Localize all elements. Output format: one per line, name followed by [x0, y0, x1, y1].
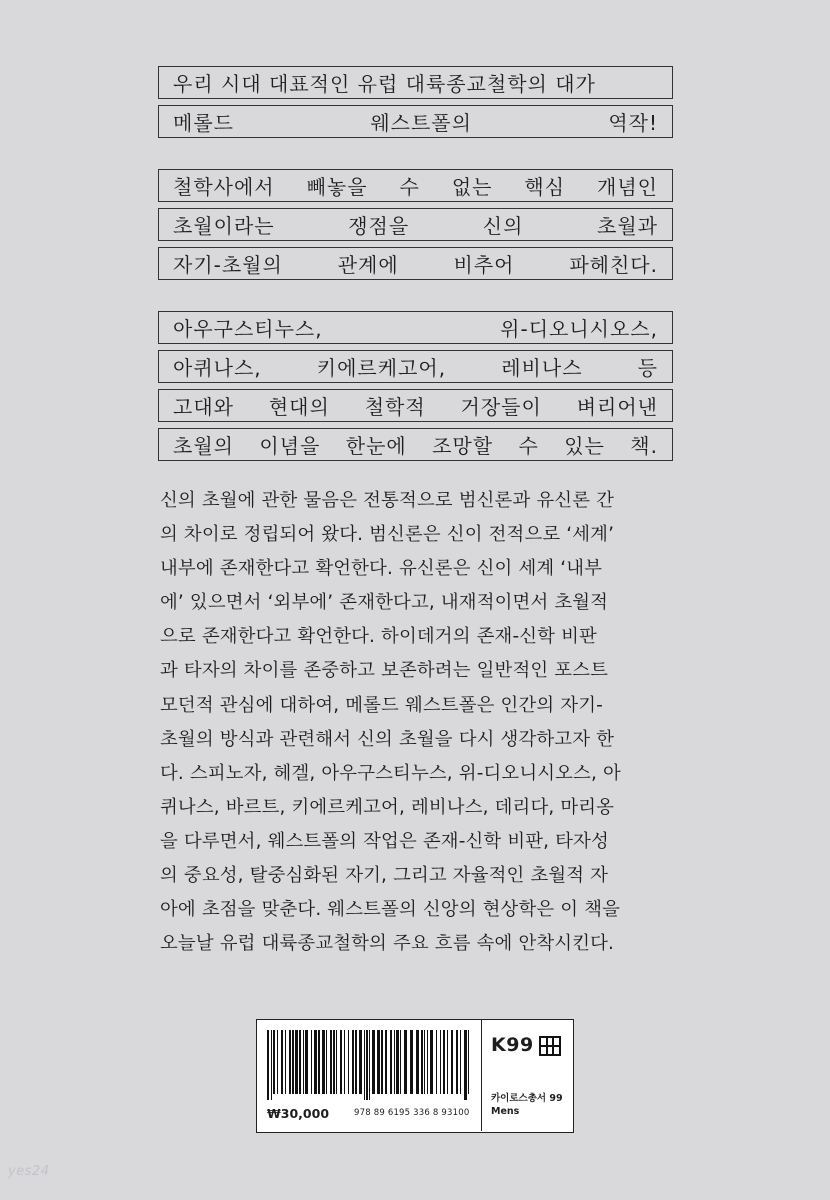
blurb-line — [158, 428, 673, 461]
barcode-bar — [271, 1030, 272, 1100]
barcode-bar — [385, 1030, 387, 1094]
blurb-word: 있는 — [564, 434, 605, 458]
barcode-bar — [468, 1030, 469, 1094]
body-line: 아에 초점을 맞춘다. 웨스트폴의 신앙의 현상학은 이 책을 — [160, 899, 621, 921]
barcode-bar — [359, 1030, 362, 1094]
barcode-bar — [364, 1030, 365, 1100]
barcode-bar — [440, 1030, 441, 1094]
blurb-group-3 — [158, 311, 673, 467]
barcode-bar — [333, 1030, 335, 1094]
barcode-bar — [377, 1030, 380, 1094]
barcode-bar — [330, 1030, 332, 1094]
blurb-line — [158, 389, 673, 422]
barcode-bar — [336, 1030, 337, 1094]
blurb-word: 초월과 — [597, 214, 658, 238]
blurb-line — [158, 66, 673, 99]
blurb-word: 아퀴나스, — [173, 356, 262, 380]
barcode-bar — [305, 1030, 308, 1094]
body-line: 퀴나스, 바르트, 키에르케고어, 레비나스, 데리다, 마리옹 — [160, 796, 615, 818]
barcode-bar — [416, 1030, 419, 1094]
barcode-bar — [447, 1030, 448, 1094]
barcode-bar — [443, 1030, 445, 1094]
barcode-bar — [292, 1030, 294, 1094]
body-line: 을 다루면서, 웨스트폴의 작업은 존재-신학 비판, 타자성 — [160, 830, 609, 852]
blurb-word: 이념을 — [259, 434, 321, 458]
blurb-word: 빼놓을 — [306, 175, 368, 199]
barcode-bar — [396, 1030, 399, 1094]
barcode-bar — [369, 1030, 370, 1100]
blurb-line — [158, 311, 673, 344]
barcode-bar — [456, 1030, 458, 1094]
blurb-line — [158, 105, 673, 138]
blurb-line — [158, 208, 673, 241]
price-label: ₩30,000 — [267, 1106, 330, 1121]
blurb-word: 개념인 — [597, 175, 658, 199]
blurb-word: 없는 — [451, 175, 493, 199]
blurb-word: 레비나스 — [501, 356, 583, 380]
blurb-word: 자기-초월의 — [173, 253, 283, 277]
blurb-word: 핵심 — [524, 175, 566, 199]
barcode-bar — [372, 1030, 375, 1094]
barcode-bar — [355, 1030, 357, 1094]
barcode-bar — [352, 1030, 354, 1094]
barcode-bar — [394, 1030, 395, 1094]
barcode-bar — [400, 1030, 401, 1094]
barcode-bar — [340, 1030, 342, 1094]
blurb-word: 벼리어낸 — [576, 395, 658, 419]
blurb-word: 조망할 — [432, 434, 494, 458]
barcode-bar — [318, 1030, 320, 1094]
barcode-bar — [289, 1030, 291, 1094]
blurb-word: 파헤친다. — [569, 253, 658, 277]
blurb-word: 메롤드 — [173, 111, 234, 135]
series-info — [491, 1092, 563, 1118]
blurb-word: 등 — [637, 356, 658, 380]
barcode-bar — [410, 1030, 413, 1094]
blurb-word: 아우구스티누스, — [173, 317, 323, 341]
barcode-bar — [299, 1030, 301, 1094]
isbn-label: 978 89 6195 336 8 93100 — [354, 1108, 470, 1118]
barcode-bar — [277, 1030, 278, 1094]
barcode-bar — [427, 1030, 428, 1094]
barcode-panel — [257, 1020, 482, 1131]
blurb-word: 수 — [518, 434, 539, 458]
body-line: 신의 초월에 관한 물음은 전통적으로 범신론과 유신론 간 — [160, 490, 615, 511]
body-line: 의 차이로 정립되어 왔다. 범신론은 신이 전적으로 ‘세계’ — [160, 524, 615, 546]
blurb-word: 역작! — [608, 111, 658, 135]
blurb-word: 철학사에서 — [173, 175, 275, 199]
barcode-box — [256, 1019, 574, 1133]
blurb-line — [158, 350, 673, 383]
blurb-word: 비추어 — [453, 253, 515, 277]
barcode-bar — [314, 1030, 317, 1094]
barcode-bar — [311, 1030, 312, 1094]
barcode-bars — [267, 1030, 471, 1100]
body-line: 으로 존재한다고 확언한다. 하이데거의 존재-신학 비판 — [160, 626, 597, 648]
barcode-bar — [322, 1030, 325, 1094]
blurb-word: 웨스트폴의 — [370, 111, 472, 135]
barcode-bar — [303, 1030, 304, 1094]
series-sub: Mens — [491, 1106, 520, 1117]
series-code: K99 — [491, 1034, 534, 1056]
blurb-word: 수 — [399, 175, 420, 199]
blurb-word: 초월의 — [173, 434, 234, 458]
body-paragraph — [160, 484, 675, 961]
series-name: 카이로스총서 99 — [491, 1093, 563, 1104]
body-line: 모던적 관심에 대하여, 메롤드 웨스트폴은 인간의 자기- — [160, 694, 603, 716]
barcode-bar — [460, 1030, 461, 1094]
barcode-bar — [285, 1030, 286, 1094]
barcode-bar — [404, 1030, 407, 1094]
blurb-word: 키에르케고어, — [316, 356, 447, 380]
barcode-bar — [451, 1030, 453, 1094]
blurb-word: 현대의 — [268, 395, 330, 419]
barcode-bar — [344, 1030, 345, 1094]
blurb-word: 우리 시대 대표적인 유럽 대륙종교철학의 대가 — [173, 72, 596, 96]
barcode-bar — [348, 1030, 349, 1094]
barcode-bar — [295, 1030, 298, 1094]
blurb-group-1 — [158, 66, 673, 144]
blurb-word: 위-디오니시오스, — [500, 317, 658, 341]
barcode-bar — [424, 1030, 425, 1094]
blurb-word: 철학적 — [364, 395, 426, 419]
blurb-word: 초월이라는 — [173, 214, 275, 238]
barcode-bar — [326, 1030, 327, 1094]
blurb-line — [158, 247, 673, 280]
blurb-word: 관계에 — [337, 253, 399, 277]
blurb-word: 쟁점을 — [348, 214, 410, 238]
body-line: 다. 스피노자, 헤겔, 아우구스티누스, 위-디오니시오스, 아 — [160, 762, 621, 784]
publisher-mark-icon — [539, 1036, 561, 1056]
blurb-group-2 — [158, 169, 673, 286]
body-line: 의 중요성, 탈중심화된 자기, 그리고 자율적인 초월적 자 — [160, 865, 609, 887]
barcode-bar — [366, 1030, 368, 1100]
barcode-bar — [281, 1030, 283, 1094]
watermark: yes24 — [8, 1164, 50, 1179]
barcode-bar — [381, 1030, 383, 1094]
series-panel — [481, 1020, 573, 1131]
barcode-bar — [267, 1030, 269, 1100]
barcode-bar — [273, 1030, 275, 1094]
body-line: 에’ 있으면서 ‘외부에’ 존재한다고, 내재적이면서 초월적 — [160, 592, 609, 614]
blurb-word: 신의 — [482, 214, 524, 238]
body-line: 초월의 방식과 관련해서 신의 초월을 다시 생각하고자 한 — [160, 728, 615, 750]
blurb-word: 거장들이 — [460, 395, 542, 419]
barcode-bar — [390, 1030, 392, 1094]
body-line: 과 타자의 차이를 존중하고 보존하려는 일반적인 포스트 — [160, 660, 609, 682]
body-line: 오늘날 유럽 대륙종교철학의 주요 흐름 속에 안착시킨다. — [160, 933, 615, 955]
blurb-word: 한눈에 — [345, 434, 407, 458]
barcode-bar — [436, 1030, 437, 1094]
blurb-word: 고대와 — [173, 395, 234, 419]
body-line: 내부에 존재한다고 확언한다. 유신론은 신이 세계 ‘내부 — [160, 558, 603, 580]
blurb-word: 책. — [630, 434, 658, 458]
barcode-bar — [421, 1030, 423, 1094]
barcode-bar — [464, 1030, 467, 1100]
barcode-bar — [430, 1030, 433, 1094]
blurb-line — [158, 169, 673, 202]
